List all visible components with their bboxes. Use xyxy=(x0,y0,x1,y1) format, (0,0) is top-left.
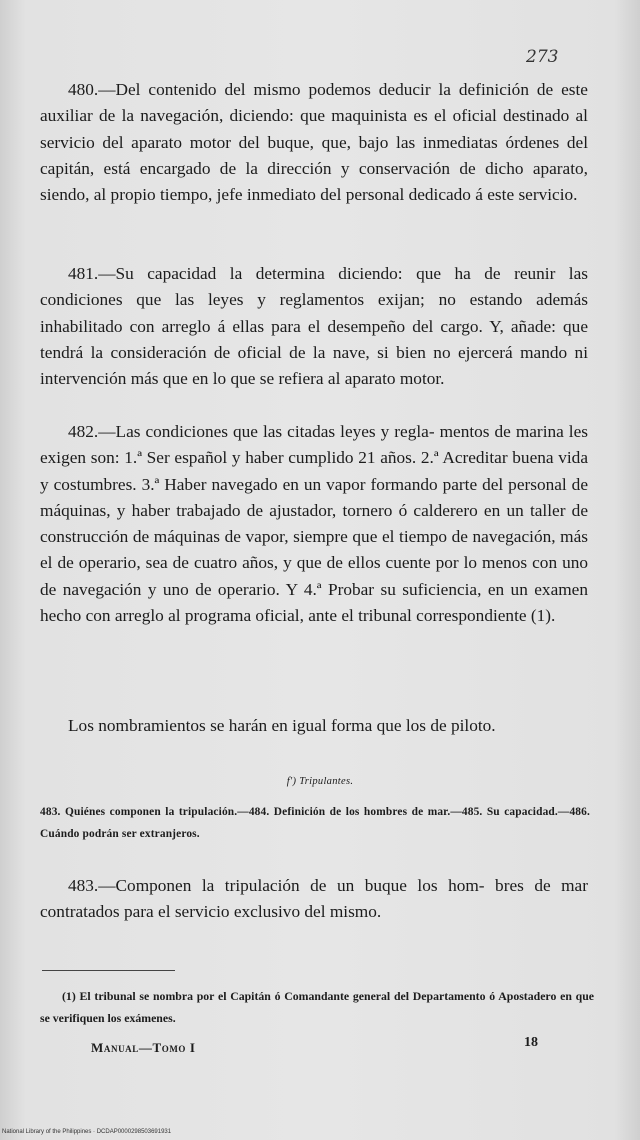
footnote-text: (1) El tribunal se nombra por el Capitán ó Comandante general del Departamento ó Apostadero en que se verifiquen los exámenes. xyxy=(40,989,594,1025)
paragraph-first-line: 481.—Su capacidad la determina diciendo: que ha de xyxy=(68,264,501,283)
paragraph-first-line: Los nombramientos se harán en igual forma que los de xyxy=(68,716,447,735)
paragraph-body: definición de este auxiliar de la navegación, diciendo: que maquinista es el oficial destinado al servicio del aparato motor del buque, que, bajo las inmediatas órdenes del capitán, está encargado de la dirección y conservación de dicho aparato, siendo, al propio tiempo, jefe inmediato del personal dedicado á este servicio. xyxy=(40,80,588,205)
library-watermark: National Library of the Philippines · DCDAP0000298503691931 xyxy=(2,1129,172,1135)
sheet-number: 18 xyxy=(524,1035,538,1050)
paragraph-nombramientos xyxy=(40,713,588,739)
section-summary: 483. Quiénes componen la tripulación.—484. Definición de los hombres de mar.—485. Su capacidad.—486. Cuándo podrán ser extranjeros. xyxy=(40,806,590,840)
page-number: 273 xyxy=(526,47,559,67)
paragraph-body: mentos de marina les exigen son: 1.ª Ser español y haber cumplido 21 años. 2.ª Acreditar buena vida y costumbres. 3.ª Haber navegado en un vapor formando parte del personal de máquinas, y haber trabajado de ajustador, tornero ó calderero en un taller de construcción de máquinas de vapor, siempre que el tiempo de navegación, más el de operario, sea de cuatro años, y que de ellos cuente por lo menos con uno de navegación y uno de operario. Y 4.ª Probar su suficiencia, en un examen hecho con arreglo al programa oficial, ante el tribunal correspondiente (1). xyxy=(40,422,588,626)
paragraph-481 xyxy=(40,261,588,392)
paragraph-body: bres de mar contratados para el servicio exclusivo del mismo. xyxy=(40,876,588,922)
signature-mark: Manual—Tomo I xyxy=(91,1040,196,1055)
paragraph-first-line: 482.—Las condiciones que las citadas leyes y regla- xyxy=(68,422,435,441)
footnote xyxy=(40,985,594,1029)
paragraph-480 xyxy=(40,77,588,208)
paragraph-first-line: 483.—Componen la tripulación de un buque los hom- xyxy=(68,876,485,895)
footnote-divider xyxy=(42,970,175,971)
paragraph-body: piloto. xyxy=(450,716,496,735)
paragraph-482 xyxy=(40,419,588,629)
paragraph-body: reunir las condiciones que las leyes y reglamentos exijan; no estando además inhabilitado con arreglo á ellas para el desempeño del cargo. Y, añade: que tendrá la consideración de oficial de la nave, si bien no ejercerá mando ni intervención más que en lo que se refiera al aparato motor. xyxy=(40,264,589,389)
paragraph-483 xyxy=(40,873,588,926)
section-heading: f') Tripulantes. xyxy=(286,776,354,787)
paragraph-first-line: 480.—Del contenido del mismo podemos deducir la xyxy=(68,80,451,99)
